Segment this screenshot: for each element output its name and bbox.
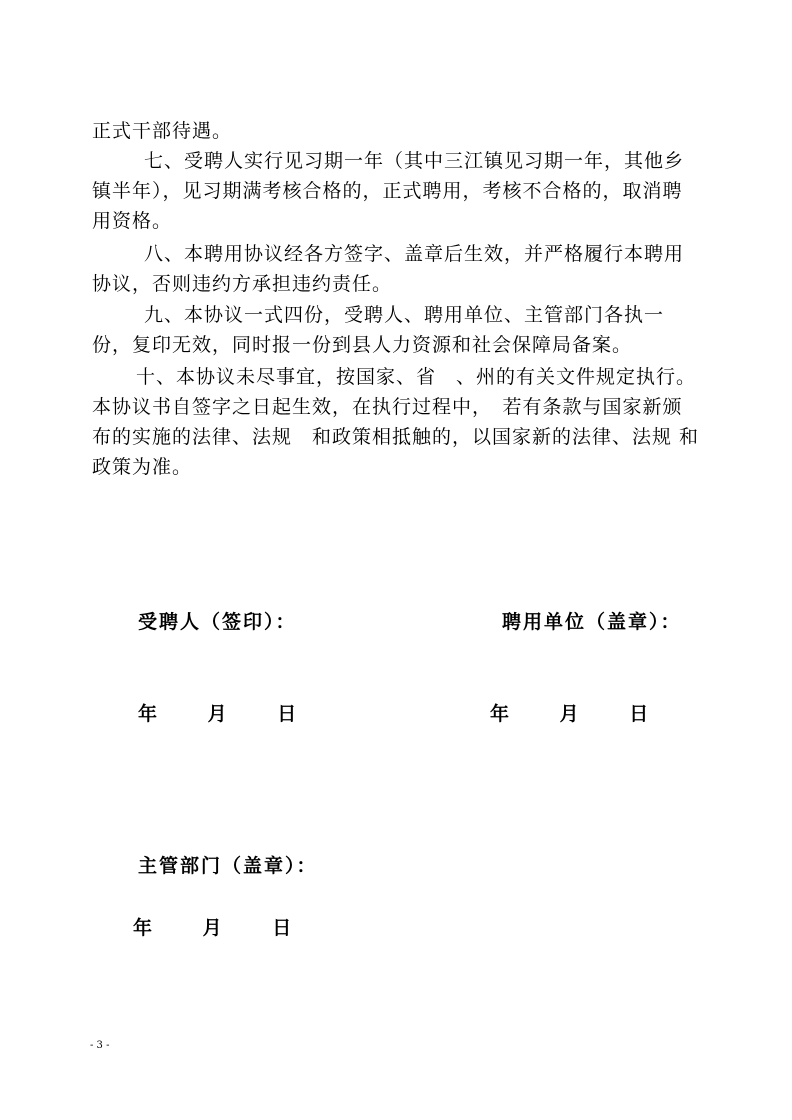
employer-seal-label: 聘用单位（盖章）：	[502, 611, 682, 633]
clause-8: 八、本聘用协议经各方签字、盖章后生效，并严格履行本聘用协议，否则违约方承担违约责任。	[92, 243, 685, 295]
clause-9: 九、本协议一式四份，受聘人、聘用单位、主管部门各执一份，复印无效，同时报一份到县人力资源和社会保障局备案。	[92, 304, 665, 356]
month-label: 月	[207, 703, 227, 725]
year-label: 年	[133, 917, 153, 939]
year-label: 年	[490, 703, 510, 725]
employee-signature-label: 受聘人（签印）：	[138, 611, 297, 633]
day-label: 日	[629, 703, 649, 725]
day-label: 日	[277, 703, 297, 725]
year-label: 年	[138, 703, 158, 725]
clause-7: 七、受聘人实行见习期一年（其中三江镇见习期一年，其他乡镇半年），见习期满考核合格的，正式聘用，考核不合格的，取消聘用资格。	[92, 150, 685, 232]
month-label: 月	[559, 703, 579, 725]
employer-date	[490, 699, 648, 726]
clause-10: 十、本协议未尽事宜，按国家、省 、州的有关文件规定执行。本协议书自签字之日起生效，在执行过程中， 若有条款与国家新颁布的实施的法律、法规 和政策相抵触的，以国家新的法律、法规 和政策为准。	[92, 366, 700, 478]
department-date	[133, 913, 291, 940]
day-label: 日	[272, 917, 292, 939]
paragraph-continued: 正式干部待遇。	[92, 120, 233, 142]
department-seal-label: 主管部门（盖章）：	[138, 855, 318, 877]
month-label: 月	[202, 917, 222, 939]
page-number: - 3 -	[90, 1040, 110, 1051]
employee-date	[138, 699, 296, 726]
